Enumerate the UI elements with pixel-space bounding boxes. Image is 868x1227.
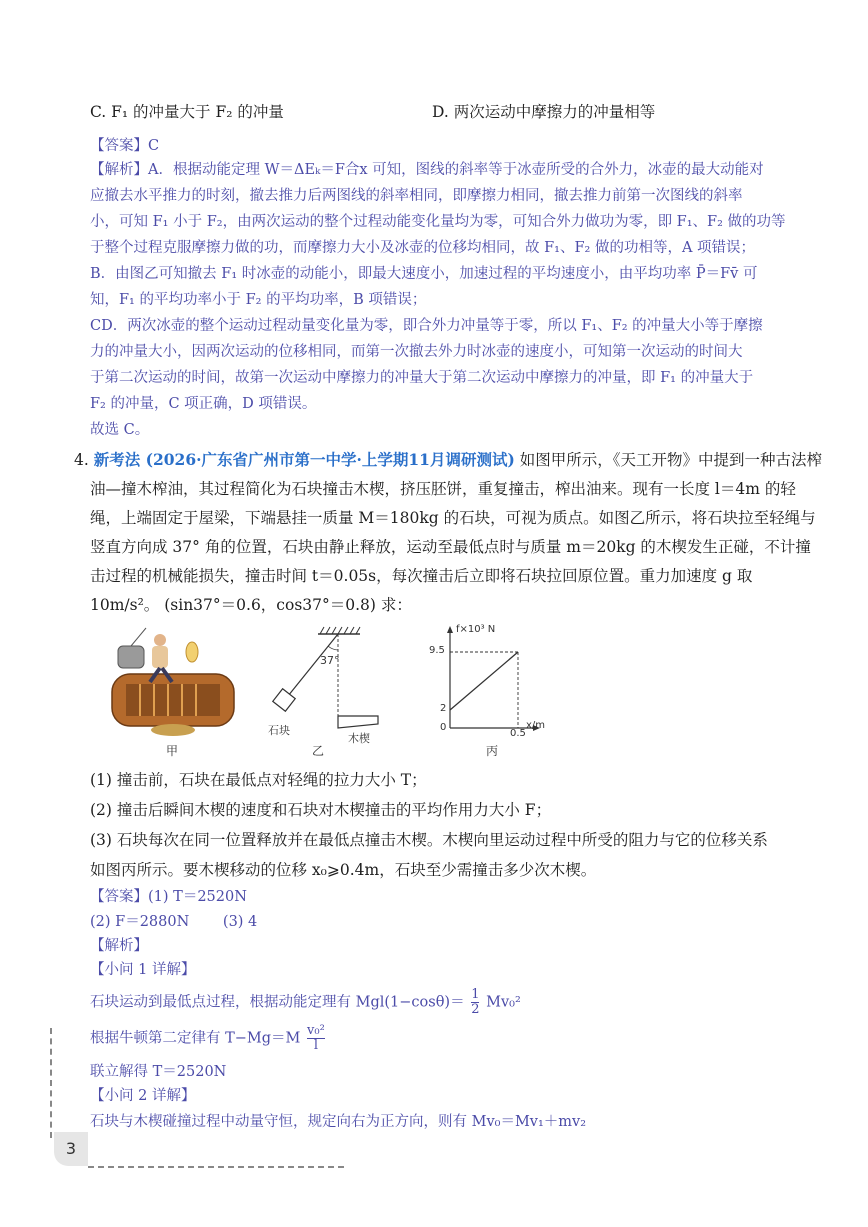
x-tick: 0.5 [510, 728, 526, 739]
sub1-text-tail: Mv₀² [486, 994, 521, 1011]
question-tag: 新考法 (2026·广东省广州市第一中学·上学期11月调研测试) [93, 450, 515, 469]
origin-label: 0 [440, 722, 447, 733]
x-axis-label: x/m [526, 720, 546, 731]
sub-question: 如图丙所示。要木楔移动的位移 x₀⩾0.4m，石块至少需撞击多少次木楔。 [90, 861, 597, 879]
fraction-denominator: 2 [471, 1002, 480, 1017]
sub1-line: 联立解得 T＝2520N [90, 1064, 227, 1080]
sub-question: (1) 撞击前，石块在最低点对轻绳的拉力大小 T； [90, 771, 427, 789]
option-d: D. 两次运动中摩擦力的冲量相等 [432, 103, 656, 121]
sub1-text: 根据牛顿第二定律有 T−Mg＝M [90, 1030, 301, 1047]
stem-line: 竖直方向成 37° 角的位置，石块由静止释放，运动至最低点时与质量 m＝20kg 的木楔发生正碰，不计撞 [90, 538, 811, 556]
q4-analysis-tag: 【解析】 [90, 938, 148, 954]
q3-analysis-line: 力的冲量大小，因两次运动的位移相同，而第一次撤去外力时冰壶的速度小，可知第一次运动的时间大 [90, 344, 743, 360]
oil-press-illustration [106, 626, 240, 738]
q3-analysis-line: 小，可知 F₁ 小于 F₂，由两次运动的整个过程动能变化量均为零，可知合外力做功为零，即 F₁、F₂ 做的功等 [90, 214, 786, 230]
y-tick-top: 9.5 [429, 645, 445, 656]
angle-label: 37° [320, 654, 340, 667]
q3-analysis-line: F₂ 的冲量，C 项正确，D 项错误。 [90, 396, 317, 412]
footer-dashed-vertical [50, 1028, 52, 1138]
stem-line: 10m/s²。 (sin37°＝0.6，cos37°＝0.8) 求： [90, 596, 412, 614]
fraction-denominator: l [313, 1038, 318, 1053]
q3-analysis-line: 应撤去水平推力的时刻，撤去推力后两图线的斜率相同，即摩擦力相同，撤去推力前第一次图线的斜率 [90, 188, 743, 204]
sub1-line [90, 988, 521, 1017]
sub2-line: 石块与木楔碰撞过程中动量守恒，规定向右为正方向，则有 Mv₀＝Mv₁＋mv₂ [90, 1114, 587, 1130]
figure-caption: 乙 [312, 744, 325, 758]
sub1-tag: 【小问 1 详解】 [90, 962, 196, 978]
y-tick-bottom: 2 [440, 703, 447, 714]
q3-analysis-line: 知，F₁ 的平均功率小于 F₂ 的平均功率，B 项错误； [90, 292, 427, 308]
q4-stem-first [74, 448, 822, 470]
figure-caption: 丙 [486, 744, 499, 758]
stone-label: 石块 [268, 724, 290, 737]
sub-question: (3) 石块每次在同一位置释放并在最低点撞击木楔。木楔向里运动过程中所受的阻力与它的位移关系 [90, 831, 768, 849]
q3-analysis-line: 于第二次运动的时间，故第一次运动中摩擦力的冲量大于第二次运动中摩擦力的冲量，即 F₁ 的冲量大于 [90, 370, 754, 386]
stem-line: 如图甲所示，《天工开物》中提到一种古法榨 [519, 451, 823, 469]
stem-line: 绳，上端固定于屋梁，下端悬挂一质量 M＝180kg 的石块，可视为质点。如图乙所示，将石块拉至轻绳与 [90, 509, 816, 527]
sub2-tag: 【小问 2 详解】 [90, 1088, 196, 1104]
fraction-numerator: 1 [471, 987, 480, 1002]
y-axis-label: f×10³ N [456, 624, 496, 635]
answer-value: C [148, 138, 160, 154]
stem-line: 击过程的机械能损失，撞击时间 t＝0.05s，每次撞击后立即将石块拉回原位置。重力加速度 g 取 [90, 567, 753, 585]
q4-answer: 【答案】(1) T＝2520N [90, 889, 247, 905]
q3-analysis-line: 故选 C。 [90, 422, 150, 438]
sub-question: (2) 撞击后瞬间木楔的速度和石块对木楔撞击的平均作用力大小 F； [90, 801, 552, 819]
q3-analysis-line: 【解析】A．根据动能定理 W＝ΔEₖ＝F合x 可知，图线的斜率等于冰壶所受的合外力，冰壶的最大动能对 [90, 162, 764, 178]
option-c: C. F₁ 的冲量大于 F₂ 的冲量 [90, 103, 284, 121]
sub1-text: 石块运动到最低点过程，根据动能定理有 Mgl(1−cosθ)＝ [90, 994, 465, 1011]
answer-tag: 【答案】 [90, 138, 148, 154]
question-number: 4. [74, 451, 89, 469]
figure-caption: 甲 [166, 744, 179, 758]
q3-analysis-line: 于整个过程克服摩擦力做的功，而摩擦力大小及冰壶的位移均相同，故 F₁、F₂ 做的功相等，A 项错误； [90, 240, 756, 256]
page-number: 3 [54, 1132, 88, 1166]
fraction [307, 1024, 325, 1053]
fraction [471, 988, 479, 1017]
wedge-label: 木楔 [348, 732, 370, 745]
q3-answer [90, 134, 159, 155]
q3-analysis-line: CD．两次冰壶的整个运动过程动量变化量为零，即合外力冲量等于零，所以 F₁、F₂ 的冲量大小等于摩擦 [90, 318, 763, 334]
sub1-line [90, 1024, 327, 1053]
stem-line: 油—撞木榨油，其过程简化为石块撞击木楔，挤压胚饼，重复撞击，榨出油来。现有一长度 l＝4m 的轻 [90, 480, 796, 498]
q4-answer: (2) F＝2880N (3) 4 [90, 914, 258, 930]
fraction-numerator: v₀² [307, 1023, 325, 1038]
q3-analysis-line: B．由图乙可知撤去 F₁ 时冰壶的动能小，即最大速度小，加速过程的平均速度小，由平均功率 P̄＝Fv̄ 可 [90, 266, 758, 282]
footer-dashed-horizontal [88, 1166, 344, 1168]
